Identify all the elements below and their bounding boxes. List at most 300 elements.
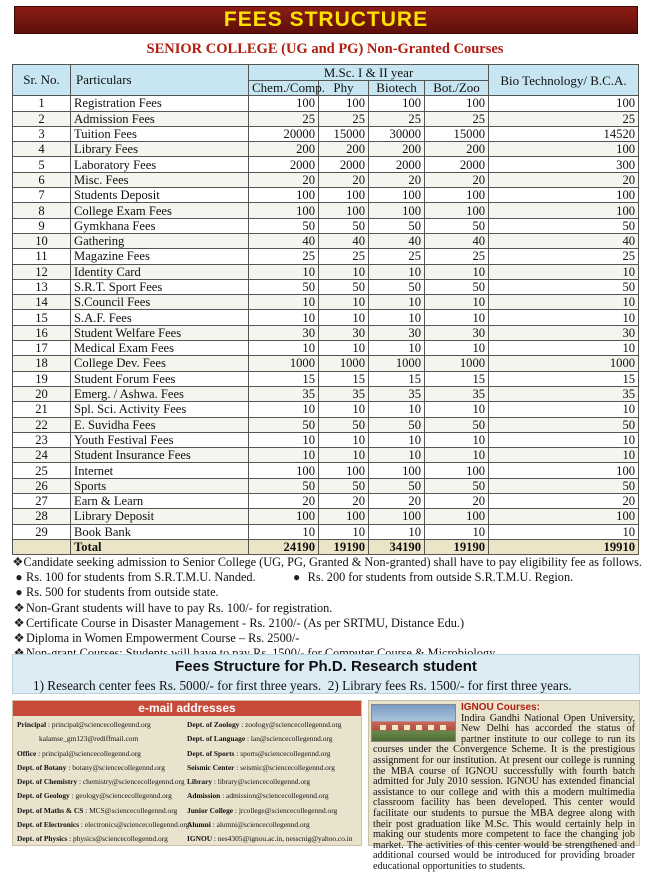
cell-fee-value: 50 (489, 279, 639, 294)
cell-fee-value: 2000 (369, 157, 425, 172)
email-addresses-box (12, 700, 362, 846)
cell-fee-value: 100 (425, 96, 489, 111)
email-address: : lan@sciencecollegennd.org (246, 734, 333, 744)
diamond-bullet-icon: ❖ (13, 631, 25, 646)
cell-particular: Laboratory Fees (71, 157, 249, 172)
cell-fee-value: 100 (489, 203, 639, 218)
cell-fee-value: 25 (369, 249, 425, 264)
cell-fee-value: 10 (319, 310, 369, 325)
cell-fee-value: 100 (249, 96, 319, 111)
cell-fee-value: 20 (249, 172, 319, 187)
cell-sr-no: 25 (13, 463, 71, 478)
email-entry (187, 818, 357, 832)
table-row (13, 432, 639, 447)
cell-fee-value: 10 (319, 295, 369, 310)
cell-sr-no: 18 (13, 356, 71, 371)
cell-fee-value: 50 (319, 417, 369, 432)
header-phy: Phy (319, 81, 369, 96)
email-address: : principal@sciencecollegennd.org (48, 720, 151, 729)
cell-particular: Identity Card (71, 264, 249, 279)
cell-fee-value: 10 (489, 432, 639, 447)
cell-fee-value: 100 (319, 188, 369, 203)
cell-fee-value: 10 (369, 432, 425, 447)
note-text: Certificate Course in Disaster Management - Rs. 2100/- (As per SRTMU, Distance Edu.) (26, 615, 465, 630)
cell-fee-value: 50 (249, 478, 319, 493)
table-row (13, 386, 639, 401)
cell-sr-no: 6 (13, 172, 71, 187)
dot-bullet-icon: ● (15, 570, 23, 585)
header-msc-group: M.Sc. I & II year (249, 65, 489, 81)
email-heading: e-mail addresses (13, 701, 361, 716)
cell-sr-no: 24 (13, 448, 71, 463)
note-text: Rs. 100 for students from S.R.T.M.U. Nanded. (26, 570, 256, 585)
email-entry (187, 804, 357, 818)
table-row (13, 279, 639, 294)
cell-fee-value: 10 (319, 341, 369, 356)
table-row (13, 249, 639, 264)
cell-particular: Student Welfare Fees (71, 325, 249, 340)
cell-fee-value: 10 (369, 295, 425, 310)
cell-fee-value: 50 (425, 218, 489, 233)
table-row (13, 341, 639, 356)
cell-particular: Admission Fees (71, 111, 249, 126)
cell-fee-value: 10 (489, 448, 639, 463)
header-sr-no: Sr. No. (13, 65, 71, 96)
cell-fee-value: 50 (249, 218, 319, 233)
header-bot-zoo: Bot./Zoo (425, 81, 489, 96)
header-chem-comp: Chem./Comp. (249, 81, 319, 96)
email-entry (17, 832, 187, 846)
cell-fee-value: 20000 (249, 126, 319, 141)
cell-particular: College Exam Fees (71, 203, 249, 218)
cell-fee-value: 10 (425, 264, 489, 279)
email-address: : botany@sciencecollegennd.org (68, 762, 165, 772)
cell-fee-value: 10 (249, 432, 319, 447)
cell-fee-value: 10 (249, 264, 319, 279)
cell-particular: Library Deposit (71, 509, 249, 524)
cell-fee-value: 15000 (425, 126, 489, 141)
cell-fee-value: 2000 (425, 157, 489, 172)
cell-fee-value: 30000 (369, 126, 425, 141)
cell-fee-value: 50 (319, 279, 369, 294)
cell-fee-value: 10 (369, 524, 425, 539)
email-address: : library@sciencecollegennd.org (213, 777, 311, 787)
cell-fee-value: 20 (425, 494, 489, 509)
cell-fee-value: 25 (425, 111, 489, 126)
cell-fee-value: 40 (489, 233, 639, 248)
cell-fee-value: 35 (489, 386, 639, 401)
cell-fee-value: 100 (489, 463, 639, 478)
header-biotech: Biotech (369, 81, 425, 96)
email-entry (187, 832, 357, 846)
email-address: : sports@sciencecollegennd.org (236, 748, 331, 758)
email-label: Dept. of Language (187, 734, 246, 744)
cell-fee-value: 15 (425, 371, 489, 386)
ignou-courses-box (368, 700, 640, 872)
table-row (13, 233, 639, 248)
cell-total-value: 34190 (369, 539, 425, 554)
cell-fee-value: 10 (489, 295, 639, 310)
cell-particular: Earn & Learn (71, 494, 249, 509)
cell-sr-no: 9 (13, 218, 71, 233)
cell-fee-value: 10 (319, 432, 369, 447)
cell-fee-value: 10 (425, 341, 489, 356)
email-label: Dept. of Zoology (187, 720, 240, 729)
cell-fee-value: 10 (369, 448, 425, 463)
cell-total-value: 19910 (489, 539, 639, 554)
email-entry (17, 718, 187, 732)
cell-fee-value: 100 (249, 463, 319, 478)
cell-sr-no: 3 (13, 126, 71, 141)
cell-fee-value: 100 (489, 188, 639, 203)
phd-item-research-center: 1) Research center fees Rs. 5000/- for first three years. (33, 678, 322, 693)
cell-fee-value: 10 (489, 524, 639, 539)
table-row (13, 203, 639, 218)
total-row (13, 539, 639, 554)
email-entry (17, 761, 187, 775)
cell-sr-no: 12 (13, 264, 71, 279)
cell-fee-value: 50 (425, 478, 489, 493)
email-address: : geology@sciencecollegennd.org (71, 791, 172, 801)
cell-sr-no: 21 (13, 402, 71, 417)
cell-fee-value: 10 (489, 402, 639, 417)
email-address: : seismic@sciencecollegennd.org (236, 762, 335, 772)
cell-particular: Gathering (71, 233, 249, 248)
diamond-bullet-icon: ❖ (12, 555, 24, 569)
email-address: kalamse_gm123@rediffmail.com (39, 734, 139, 744)
email-label: Dept. of Botany (17, 762, 67, 772)
cell-particular: E. Suvidha Fees (71, 417, 249, 432)
cell-fee-value: 50 (369, 417, 425, 432)
cell-particular: S.R.T. Sport Fees (71, 279, 249, 294)
cell-fee-value: 25 (319, 111, 369, 126)
email-label: Principal (17, 720, 47, 729)
cell-fee-value: 10 (425, 448, 489, 463)
cell-fee-value: 30 (489, 325, 639, 340)
cell-fee-value: 10 (249, 448, 319, 463)
cell-sr-no: 20 (13, 386, 71, 401)
page-subtitle: SENIOR COLLEGE (UG and PG) Non-Granted Courses (146, 41, 504, 57)
table-row (13, 142, 639, 157)
cell-fee-value: 100 (319, 96, 369, 111)
cell-particular: S.Council Fees (71, 295, 249, 310)
fees-table-body (13, 96, 639, 555)
cell-fee-value: 50 (369, 279, 425, 294)
email-address: : electronics@sciencecollegennd.org (80, 820, 190, 830)
cell-fee-value: 10 (249, 524, 319, 539)
email-label: Dept. of Physics (17, 834, 68, 844)
cell-fee-value: 10 (489, 310, 639, 325)
diamond-bullet-icon: ❖ (13, 600, 25, 615)
cell-total-blank (13, 539, 71, 554)
cell-fee-value: 10 (425, 310, 489, 325)
cell-sr-no: 16 (13, 325, 71, 340)
email-entry (187, 761, 357, 775)
cell-fee-value: 35 (369, 386, 425, 401)
email-label: Junior College (187, 805, 234, 815)
email-address: : MCS@sciencecollegennd.org (85, 805, 178, 815)
cell-fee-value: 100 (249, 188, 319, 203)
table-row (13, 448, 639, 463)
cell-fee-value: 100 (249, 203, 319, 218)
cell-fee-value: 20 (319, 494, 369, 509)
table-row (13, 509, 639, 524)
cell-particular: Student Forum Fees (71, 371, 249, 386)
cell-fee-value: 100 (319, 509, 369, 524)
cell-particular: Tuition Fees (71, 126, 249, 141)
table-row (13, 96, 639, 111)
cell-fee-value: 10 (319, 264, 369, 279)
email-address: : admission@sciencecollegennd.org (222, 791, 329, 801)
cell-fee-value: 2000 (319, 157, 369, 172)
fees-table (12, 64, 639, 555)
cell-sr-no: 5 (13, 157, 71, 172)
cell-fee-value: 25 (319, 249, 369, 264)
table-row (13, 218, 639, 233)
note-text: Diploma in Women Empowerment Course – Rs. 2500/- (26, 631, 300, 646)
cell-particular: Gymkhana Fees (71, 218, 249, 233)
cell-total-value: 19190 (425, 539, 489, 554)
cell-particular: Sports (71, 478, 249, 493)
cell-fee-value: 100 (489, 96, 639, 111)
cell-fee-value: 100 (369, 463, 425, 478)
cell-fee-value: 100 (425, 203, 489, 218)
table-row (13, 478, 639, 493)
cell-sr-no: 28 (13, 509, 71, 524)
phd-items (13, 678, 639, 694)
cell-fee-value: 10 (369, 341, 425, 356)
cell-particular: College Dev. Fees (71, 356, 249, 371)
cell-fee-value: 15000 (319, 126, 369, 141)
cell-fee-value: 20 (489, 172, 639, 187)
email-address: : physics@sciencecollegennd.org (69, 834, 168, 844)
cell-fee-value: 1000 (489, 356, 639, 371)
email-address: : alumni@sciencecollegennd.org (212, 820, 310, 830)
table-row (13, 325, 639, 340)
cell-sr-no: 11 (13, 249, 71, 264)
cell-fee-value: 100 (369, 509, 425, 524)
table-row (13, 126, 639, 141)
cell-fee-value: 50 (425, 417, 489, 432)
cell-fee-value: 10 (249, 295, 319, 310)
table-row (13, 157, 639, 172)
cell-fee-value: 50 (489, 478, 639, 493)
notes-section (12, 555, 642, 661)
cell-fee-value: 100 (489, 142, 639, 157)
note-text: Rs. 200 for students from outside S.R.T.M.U. Region. (307, 570, 574, 585)
email-label: IGNOU (187, 834, 213, 844)
cell-particular: Internet (71, 463, 249, 478)
cell-fee-value: 40 (249, 233, 319, 248)
cell-total-value: 19190 (319, 539, 369, 554)
cell-particular: Emerg. / Ashwa. Fees (71, 386, 249, 401)
cell-particular: S.A.F. Fees (71, 310, 249, 325)
email-entry (17, 732, 187, 746)
cell-fee-value: 25 (425, 249, 489, 264)
cell-fee-value: 50 (319, 218, 369, 233)
cell-fee-value: 100 (489, 509, 639, 524)
cell-particular: Student Insurance Fees (71, 448, 249, 463)
email-address: : nes4305@ignou.ac.in, nesscnig@yahoo.co.in (213, 834, 353, 844)
cell-fee-value: 25 (369, 111, 425, 126)
diamond-bullet-icon: ❖ (13, 615, 25, 630)
cell-fee-value: 50 (489, 218, 639, 233)
table-row (13, 111, 639, 126)
cell-fee-value: 14520 (489, 126, 639, 141)
cell-fee-value: 35 (425, 386, 489, 401)
cell-particular: Book Bank (71, 524, 249, 539)
email-entry (17, 804, 187, 818)
note-item (12, 585, 642, 600)
cell-fee-value: 15 (249, 371, 319, 386)
cell-fee-value: 10 (369, 310, 425, 325)
cell-fee-value: 20 (489, 494, 639, 509)
cell-fee-value: 10 (425, 432, 489, 447)
cell-fee-value: 30 (319, 325, 369, 340)
cell-sr-no: 1 (13, 96, 71, 111)
cell-particular: Misc. Fees (71, 172, 249, 187)
cell-fee-value: 30 (369, 325, 425, 340)
email-entry (17, 775, 187, 789)
cell-fee-value: 100 (425, 509, 489, 524)
email-entry (17, 747, 187, 761)
cell-sr-no: 23 (13, 432, 71, 447)
page-title: FEES STRUCTURE (14, 6, 638, 34)
note-text: Non-Grant students will have to pay Rs. 100/- for registration. (26, 600, 333, 615)
cell-sr-no: 14 (13, 295, 71, 310)
cell-fee-value: 10 (425, 524, 489, 539)
cell-fee-value: 30 (249, 325, 319, 340)
cell-fee-value: 300 (489, 157, 639, 172)
cell-fee-value: 100 (425, 463, 489, 478)
cell-fee-value: 1000 (249, 356, 319, 371)
email-label: Office (17, 748, 37, 758)
email-label: Dept. of Chemistry (17, 777, 78, 787)
phd-fees-box (12, 654, 640, 694)
email-column-right (187, 718, 357, 847)
cell-sr-no: 22 (13, 417, 71, 432)
cell-fee-value: 40 (319, 233, 369, 248)
email-entry (17, 789, 187, 803)
cell-sr-no: 15 (13, 310, 71, 325)
cell-fee-value: 1000 (425, 356, 489, 371)
cell-particular: Students Deposit (71, 188, 249, 203)
cell-fee-value: 50 (249, 279, 319, 294)
cell-sr-no: 10 (13, 233, 71, 248)
email-label: Dept. of Maths & CS (17, 805, 84, 815)
cell-fee-value: 2000 (249, 157, 319, 172)
cell-fee-value: 25 (489, 111, 639, 126)
cell-fee-value: 10 (425, 295, 489, 310)
table-row (13, 188, 639, 203)
cell-fee-value: 15 (369, 371, 425, 386)
cell-fee-value: 20 (319, 172, 369, 187)
cell-particular: Magazine Fees (71, 249, 249, 264)
cell-fee-value: 50 (489, 417, 639, 432)
cell-sr-no: 26 (13, 478, 71, 493)
cell-fee-value: 25 (249, 111, 319, 126)
cell-total-label: Total (71, 539, 249, 554)
cell-fee-value: 10 (489, 264, 639, 279)
cell-sr-no: 17 (13, 341, 71, 356)
email-entry (187, 789, 357, 803)
cell-fee-value: 1000 (319, 356, 369, 371)
cell-sr-no: 4 (13, 142, 71, 157)
cell-total-value: 24190 (249, 539, 319, 554)
cell-fee-value: 100 (319, 463, 369, 478)
table-row (13, 172, 639, 187)
note-text: Candidate seeking admission to Senior College (UG, PG, Granted & Non-granted) shall have to pay eligibility fee as follows. (23, 555, 642, 569)
phd-title: Fees Structure for Ph.D. Research student (175, 658, 477, 675)
cell-fee-value: 20 (369, 172, 425, 187)
college-building-photo (371, 704, 456, 742)
cell-fee-value: 1000 (369, 356, 425, 371)
cell-fee-value: 25 (489, 249, 639, 264)
email-entry (17, 818, 190, 832)
cell-sr-no: 27 (13, 494, 71, 509)
email-address: : principal@sciencecollegennd.org (38, 748, 141, 758)
table-row (13, 417, 639, 432)
cell-fee-value: 10 (249, 402, 319, 417)
cell-sr-no: 7 (13, 188, 71, 203)
cell-fee-value: 100 (249, 509, 319, 524)
dot-bullet-icon: ● (15, 585, 23, 600)
note-item (12, 555, 642, 570)
cell-sr-no: 13 (13, 279, 71, 294)
email-entry (187, 732, 357, 746)
cell-fee-value: 40 (425, 233, 489, 248)
note-item (12, 570, 642, 585)
cell-fee-value: 10 (319, 524, 369, 539)
email-entry (187, 718, 357, 732)
cell-fee-value: 10 (319, 402, 369, 417)
cell-sr-no: 19 (13, 371, 71, 386)
note-text: Rs. 500 for students from outside state. (26, 585, 219, 600)
table-row (13, 524, 639, 539)
cell-particular: Registration Fees (71, 96, 249, 111)
cell-particular: Library Fees (71, 142, 249, 157)
cell-fee-value: 10 (319, 448, 369, 463)
email-address: : chemistry@sciencecollegennd.org (79, 777, 185, 787)
cell-fee-value: 200 (249, 142, 319, 157)
table-row (13, 356, 639, 371)
cell-fee-value: 10 (249, 341, 319, 356)
cell-fee-value: 50 (249, 417, 319, 432)
cell-fee-value: 50 (369, 218, 425, 233)
note-item (12, 616, 642, 631)
email-column-left (17, 718, 190, 847)
email-label: Library (187, 777, 213, 787)
email-entry (187, 775, 357, 789)
cell-fee-value: 100 (425, 188, 489, 203)
cell-fee-value: 10 (425, 402, 489, 417)
cell-fee-value: 50 (425, 279, 489, 294)
cell-fee-value: 50 (369, 478, 425, 493)
cell-sr-no: 8 (13, 203, 71, 218)
cell-particular: Medical Exam Fees (71, 341, 249, 356)
ignou-body: Indira Gandhi National Open University, New Delhi has accorded the status of partner institute to our college to run its courses under the Convergence Scheme. It is the prestigious assignment for our institution. At present our college is running the MBA course of IGNOU successfully with fourth batch admitted for July 2010 session. IGNOU has extended financial assistance to our college and with this a modern multimedia classroom facility has been developed. This center would facilitate our students to pursue the MBA degree along with their post graduation like M.Sc. This would certainly help in making our students more competent to face the changing job market. The activities of this center would be strengthened and additional coursed would be introduced for providing broader educational opportunities to students. (373, 712, 635, 872)
ignou-heading: IGNOU Courses: (461, 702, 540, 713)
table-row (13, 463, 639, 478)
cell-fee-value: 35 (249, 386, 319, 401)
cell-particular: Spl. Sci. Activity Fees (71, 402, 249, 417)
cell-fee-value: 40 (369, 233, 425, 248)
cell-fee-value: 20 (249, 494, 319, 509)
email-label: Dept. of Electronics (17, 820, 80, 830)
cell-fee-value: 15 (489, 371, 639, 386)
email-label: Seismic Center (187, 762, 235, 772)
cell-fee-value: 10 (369, 264, 425, 279)
